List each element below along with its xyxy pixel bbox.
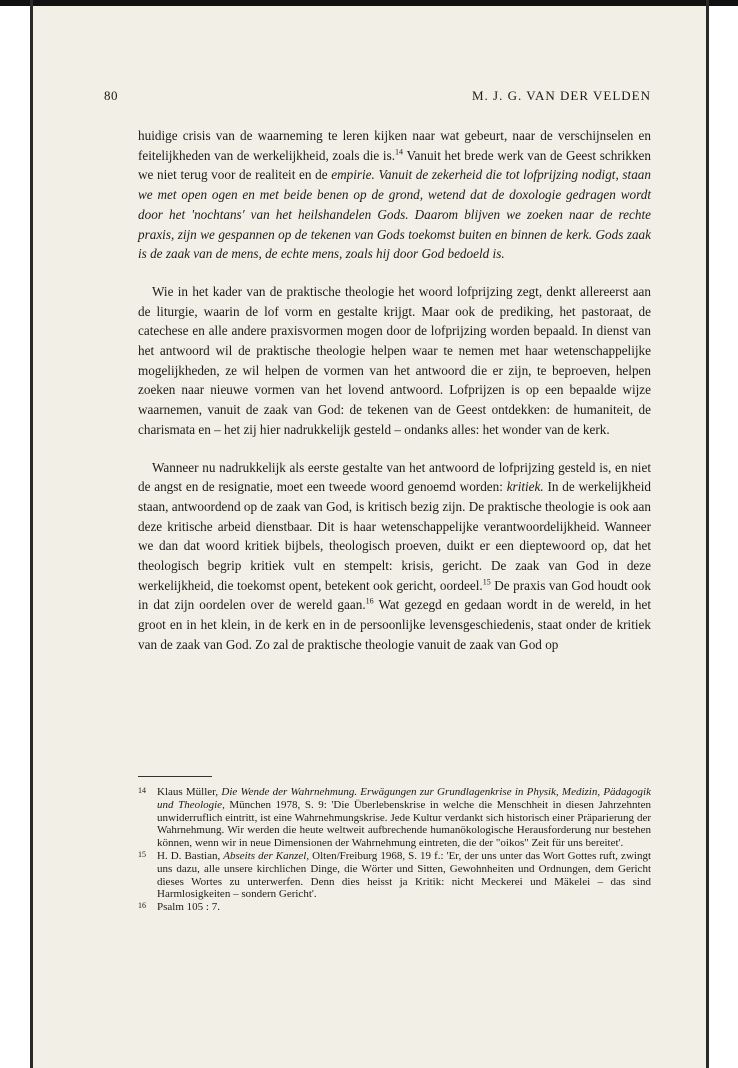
- text-run: De praxis van God houdt ook in dat zijn oordelen over de wereld gaan.: [138, 577, 651, 613]
- italic-run: Vanuit de zekerheid die tot lofprijzing nodigt, staan we met open ogen en met beide benen op de grond, wetend dat de doxologie gedragen wordt door het 'nochtans' van het heilshandelen Gods. Daarom blijven we zoeken naar de rechte praxis, zijn we gespannen op de tekenen van Gods toekomst buiten en binnen de kerk. Gods zaak is de zaak van de mens, de echte mens, zoals hij door God bedoeld is.: [138, 167, 651, 262]
- footnote-rule: [138, 776, 212, 777]
- footnote: [138, 850, 651, 901]
- footnote-number: 15: [138, 849, 146, 859]
- text-run: Vanuit het brede werk van de Geest schrikken we niet terug voor de realiteit en de: [138, 147, 652, 183]
- footnote: [138, 786, 651, 850]
- footnote-ref: 15: [482, 577, 491, 587]
- text-run: H. D. Bastian,: [157, 849, 224, 862]
- footnote: [138, 901, 651, 914]
- page-number: 80: [104, 88, 118, 103]
- scan-edge-right: [706, 0, 709, 1068]
- text-run: Psalm 105 : 7.: [157, 901, 220, 914]
- paragraph: Wie in het kader van de praktische theologie het woord lofprijzing zegt, denkt allereerst aan de liturgie, waarin de lof vorm en gestalte krijgt. Maar ook de prediking, het pastoraat, de catechese en alle andere praxisvormen mogen door de lofprijzing worden bepaald. In dienst van het antwoord wil de praktische theologie helpen waar te nemen met haar wetenschappelijke mogelijkheden, ze wil helpen de vormen van het antwoord die er zijn, te beproeven, helpen zoeken naar nieuwe vormen van het lovend antwoord. Lofprijzen is op een bepaalde wijze waarnemen, vanuit de zaak van God: de tekenen van de Geest ontdekken: de humaniteit, de charismata en – het zij hier nadrukkelijk gesteld – ondanks alles: het wonder van de kerk.: [138, 283, 651, 437]
- text-run: Olten/Freiburg 1968, S. 19 f.: 'Er, der uns unter das Wort Gottes ruft, zwingt uns dazu, alle unsere kirchlichen Dinge, die Wörter und Sitten, Gewohnheiten und Ordnungen, dem Gericht dieses Wortes zu unterwerfen. Denn dies heisst ja Kritik: nicht Meckerei und Mäkelei – das sind Harmlosigkeiten – sondern Gericht'.: [157, 849, 651, 901]
- text-run: München 1978, S. 9: 'Die Überlebenskrise in welche die Menschheit in diesen Jahrzehnten unwiderruflich eintritt, ist eine Wahrnehmungskrise. Jede Kultur verdankt sich historisch einer Präparierung der Wahrnehmung. Wir werden die heute weltweit aufbrechende humanökologische Herausforderung nur bestehen können, wenn wir in neue Dimensionen der Wahrnehmung eintreten, die der "oikos" Zeit für uns bereitet'.: [157, 798, 651, 850]
- running-title: M. J. G. VAN DER VELDEN: [471, 88, 651, 103]
- paragraph: [138, 458, 651, 655]
- footnotes: [138, 786, 651, 914]
- italic-run: Abseits der Kanzel,: [223, 849, 310, 862]
- footnote-number: 16: [138, 901, 146, 911]
- text-run: In de werkelijkheid staan, antwoordend op de zaak van God, is kritisch bezig zijn. De praktische theologie is ook aan deze kritische arbeid dienstbaar. Dit is haar wetenschappelijke verantwoordelijkheid. Wanneer we dan dat woord kritiek bijbels, theologisch proeven, duikt er een dieptewoord op, dat het theologisch begrip kritiek vult en stempelt: krisis, gericht. De zaak van God in deze werkelijkheid, die toekomst opent, betekent ook gericht, oordeel.: [138, 479, 651, 593]
- footnote-number: 14: [138, 786, 146, 795]
- italic-run: empirie.: [331, 167, 375, 183]
- paragraph: [138, 126, 651, 264]
- text-run: Wanneer nu nadrukkelijk als eerste gestalte van het antwoord de lofprijzing gesteld is, en niet de angst en de resignatie, moet een tweede woord genoemd worden:: [138, 459, 651, 495]
- footnote-ref: 16: [365, 597, 374, 607]
- italic-run: kritiek.: [506, 479, 544, 495]
- footnote-ref: 14: [395, 147, 404, 157]
- text-run: huidige crisis van de waarneming te leren kijken naar wat gebeurt, naar de verschijnselen en feitelijkheden van de werkelijkheid, zoals die is.: [138, 128, 651, 163]
- body-text: [138, 126, 651, 655]
- text-run: Klaus Müller,: [157, 786, 222, 798]
- italic-run: Die Wende der Wahrnehmung. Erwägungen zur Grundlagenkrise in Physik, Medizin, Pädagogik und Theologie,: [157, 786, 651, 811]
- text-run: Wat gezegd en gedaan wordt in de wereld, in het groot en in het klein, in de kerk en in de persoonlijke levensgeschiedenis, staat onder de kritiek van de zaak van God. Zo zal de praktische theologie vanuit de zaak van God op: [138, 597, 651, 652]
